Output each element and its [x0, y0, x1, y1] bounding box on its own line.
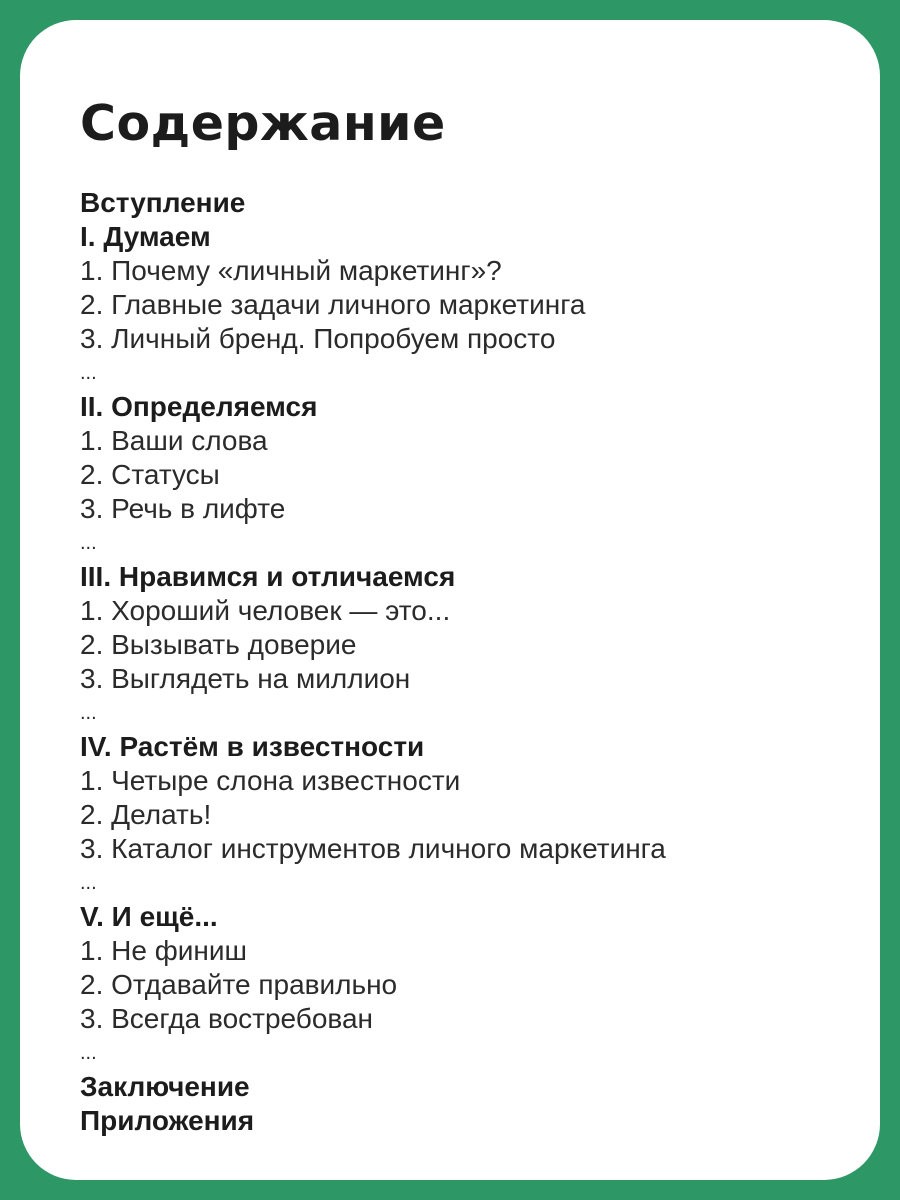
- toc-ellipsis: ...: [80, 532, 97, 554]
- toc-section-heading: V. И ещё...: [80, 901, 218, 932]
- toc-section-heading: IV. Растём в известности: [80, 731, 425, 762]
- toc-entry: 3. Речь в лифте: [80, 493, 286, 524]
- toc-section-heading: Вступление: [80, 187, 246, 218]
- toc-section-heading: I. Думаем: [80, 221, 211, 252]
- toc-entry: 1. Не финиш: [80, 935, 247, 966]
- toc-entry: 2. Главные задачи личного маркетинга: [80, 289, 586, 320]
- toc-entry: 3. Каталог инструментов личного маркетинга: [80, 833, 666, 864]
- toc-entry: 2. Статусы: [80, 459, 220, 490]
- toc-entry: 2. Делать!: [80, 799, 212, 830]
- toc-ellipsis: ...: [80, 702, 97, 724]
- toc-entry: 1. Почему «личный маркетинг»?: [80, 255, 502, 286]
- toc-entry: 3. Всегда востребован: [80, 1003, 374, 1034]
- table-of-contents: [80, 186, 880, 1138]
- toc-entry: 1. Ваши слова: [80, 425, 268, 456]
- toc-entry: 3. Выглядеть на миллион: [80, 663, 411, 694]
- toc-ellipsis: ...: [80, 362, 97, 384]
- toc-entry: 1. Четыре слона известности: [80, 765, 461, 796]
- toc-ellipsis: ...: [80, 1042, 97, 1064]
- toc-ellipsis: ...: [80, 872, 97, 894]
- page-title: Содержание: [80, 95, 446, 152]
- toc-entry: 1. Хороший человек — это...: [80, 595, 451, 626]
- toc-entry: 3. Личный бренд. Попробуем просто: [80, 323, 556, 354]
- toc-section-heading: Заключение: [80, 1071, 250, 1102]
- content-card: [20, 20, 880, 1180]
- toc-section-heading: Приложения: [80, 1105, 255, 1136]
- toc-section-heading: III. Нравимся и отличаемся: [80, 561, 456, 592]
- toc-entry: 2. Отдавайте правильно: [80, 969, 398, 1000]
- toc-entry: 2. Вызывать доверие: [80, 629, 357, 660]
- toc-section-heading: II. Определяемся: [80, 391, 318, 422]
